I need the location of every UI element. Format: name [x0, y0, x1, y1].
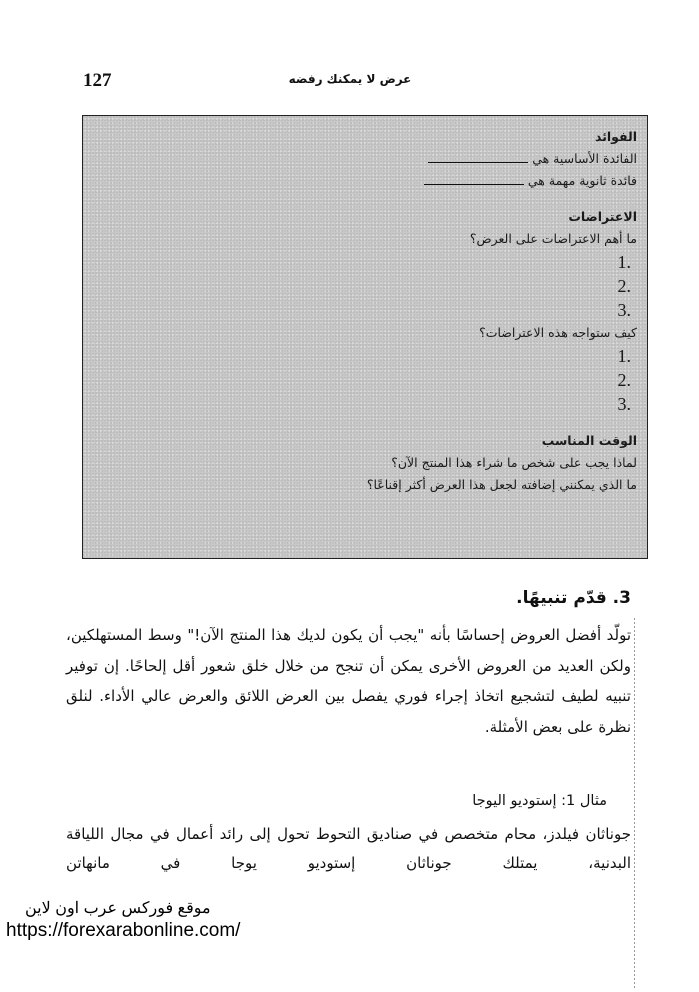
- objections-list-item: .3: [617, 300, 631, 320]
- responses-list-item: .3: [617, 394, 631, 414]
- secondary-benefit-label: فائدة ثانوية مهمة هي: [527, 173, 637, 188]
- running-head: عرض لا يمكنك رفضه: [288, 72, 412, 86]
- timing-question-1: لماذا يجب على شخص ما شراء هذا المنتج الآن؟: [391, 455, 637, 470]
- secondary-benefit-blank: [424, 178, 524, 185]
- responses-list-item: .2: [617, 370, 631, 390]
- page-number: 127: [83, 70, 112, 91]
- secondary-benefit-line: [103, 170, 637, 192]
- timing-heading: الوقت المناسب: [541, 433, 637, 448]
- timing-question-2: ما الذي يمكنني إضافته لجعل هذا العرض أكثر إقناعًا؟: [366, 477, 637, 492]
- example-paragraph: جوناثان فيلدز، محام متخصص في صناديق التحوط تحول إلى رائد أعمال في مجال اللياقة البدنية، يمتلك جوناثان إستوديو يوجا في مانهاتن: [66, 825, 631, 872]
- primary-benefit-label: الفائدة الأساسية هي: [532, 151, 637, 166]
- watermark-url[interactable]: https://forexarabonline.com/: [6, 920, 241, 941]
- section-title: 3. قدّم تنبيهًا.: [516, 588, 631, 608]
- benefits-heading: الفوائد: [594, 129, 637, 144]
- objections-question-1: ما أهم الاعتراضات على العرض؟: [469, 231, 637, 246]
- primary-benefit-line: [103, 148, 637, 170]
- watermark-site-name: موقع فوركس عرب اون لاين: [25, 900, 211, 917]
- section-paragraph: تولّد أفضل العروض إحساسًا بأنه "يجب أن يكون لديك هذا المنتج الآن!" وسط المستهلكين، ولكن العديد من العروض الأخرى يمكن أن تنجح من خلال خلق شعور أقل إلحاحًا. إن توفير تنبيه لطيف لتشجيع اتخاذ إجراء فوري يفصل بين العرض اللائق والعرض عالي الأداء. لنلق نظرة على بعض الأمثلة.: [66, 626, 631, 736]
- example-title: مثال 1: إستوديو اليوجا: [472, 793, 607, 809]
- primary-benefit-blank: [428, 156, 528, 163]
- responses-list-item: .1: [617, 346, 631, 366]
- objections-heading: الاعتراضات: [568, 209, 637, 224]
- page-binding-edge: [634, 618, 635, 988]
- objections-question-2: كيف ستواجه هذه الاعتراضات؟: [479, 325, 637, 340]
- objections-list-item: .2: [617, 276, 631, 296]
- worksheet-box: [82, 115, 648, 559]
- objections-list-item: .1: [617, 252, 631, 272]
